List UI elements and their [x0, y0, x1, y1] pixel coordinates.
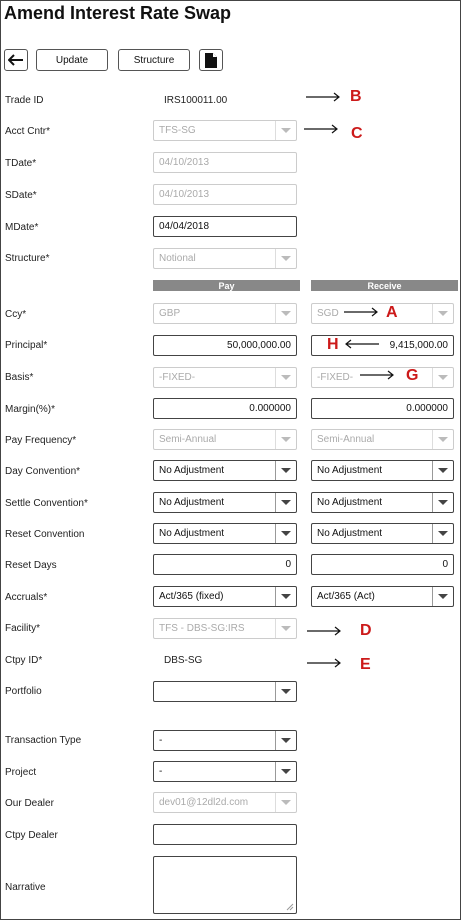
pay-principal-field[interactable] — [153, 335, 297, 356]
receive-ccy-value: SGD — [317, 308, 339, 319]
sdate-label: SDate* — [5, 190, 37, 201]
chevron-down-icon — [275, 493, 296, 512]
arrow-a-icon — [344, 307, 380, 317]
receive-principal-value: 9,415,000.00 — [389, 340, 448, 351]
day-convention-label: Day Convention* — [5, 466, 81, 477]
update-button[interactable]: Update — [36, 49, 108, 71]
chevron-down-icon — [275, 249, 296, 268]
pay-reset-convention-select[interactable] — [153, 523, 297, 544]
narrative-textarea[interactable] — [153, 856, 297, 914]
receive-day-convention-value: No Adjustment — [317, 465, 383, 476]
pay-margin-value: 0.000000 — [249, 403, 291, 414]
pay-ccy-value: GBP — [159, 308, 181, 319]
receive-reset-convention-value: No Adjustment — [317, 528, 383, 539]
document-button[interactable] — [199, 49, 223, 71]
our-dealer-label: Our Dealer — [5, 798, 54, 809]
facility-select[interactable] — [153, 618, 297, 639]
annotation-c: C — [351, 125, 363, 142]
our-dealer-value: dev01@12dl2d.com — [159, 797, 249, 808]
facility-value: TFS - DBS-SG:IRS — [159, 623, 245, 634]
chevron-down-icon — [275, 461, 296, 480]
structure-label: Structure* — [5, 253, 50, 264]
receive-margin-value: 0.000000 — [406, 403, 448, 414]
margin-label: Margin(%)* — [5, 404, 56, 415]
receive-accruals-value: Act/365 (Act) — [317, 591, 375, 602]
pay-settle-convention-select[interactable] — [153, 492, 297, 513]
reset-convention-label: Reset Convention — [5, 529, 85, 540]
ctpy-id-value: DBS-SG — [164, 655, 203, 666]
annotation-a: A — [386, 304, 398, 321]
project-select[interactable] — [153, 761, 297, 782]
arrow-d-icon — [307, 626, 343, 636]
tdate-label: TDate* — [5, 158, 37, 169]
principal-label: Principal* — [5, 340, 48, 351]
ccy-label: Ccy* — [5, 309, 27, 320]
tdate-value: 04/10/2013 — [159, 157, 210, 168]
chevron-down-icon — [275, 121, 296, 140]
transaction-type-value: - — [159, 735, 163, 746]
acct-cntr-value: TFS-SG — [159, 125, 196, 136]
chevron-down-icon — [432, 430, 453, 449]
receive-frequency-value: Semi-Annual — [317, 434, 375, 445]
structure-button[interactable]: Structure — [118, 49, 190, 71]
back-button[interactable] — [4, 49, 28, 71]
receive-margin-field[interactable] — [311, 398, 454, 419]
transaction-type-label: Transaction Type — [5, 735, 82, 746]
pay-reset-days-value: 0 — [285, 559, 291, 570]
pay-day-convention-value: No Adjustment — [159, 465, 225, 476]
tdate-field[interactable] — [153, 152, 297, 173]
page-title: Amend Interest Rate Swap — [4, 3, 232, 23]
receive-ccy-select[interactable] — [311, 303, 454, 324]
ctpy-dealer-label: Ctpy Dealer — [5, 830, 58, 841]
facility-label: Facility* — [5, 623, 41, 634]
document-icon — [205, 53, 217, 68]
receive-frequency-select[interactable] — [311, 429, 454, 450]
chevron-down-icon — [275, 304, 296, 323]
arrow-c-icon — [304, 124, 340, 134]
chevron-down-icon — [432, 304, 453, 323]
receive-column-header: Receive — [311, 280, 458, 291]
mdate-label: MDate* — [5, 222, 39, 233]
arrow-g-icon — [360, 370, 396, 380]
chevron-down-icon — [275, 762, 296, 781]
ctpy-dealer-field[interactable] — [153, 824, 297, 845]
pay-basis-value: -FIXED- — [159, 372, 196, 383]
chevron-down-icon — [275, 524, 296, 543]
annotation-g: G — [406, 367, 419, 384]
back-arrow-icon — [8, 54, 24, 66]
receive-settle-convention-select[interactable] — [311, 492, 454, 513]
chevron-down-icon — [275, 731, 296, 750]
annotation-h: H — [327, 336, 339, 353]
chevron-down-icon — [275, 619, 296, 638]
pay-margin-field[interactable] — [153, 398, 297, 419]
receive-reset-days-field[interactable] — [311, 554, 454, 575]
trade-id-value: IRS100011.00 — [164, 95, 228, 106]
trade-id-label: Trade ID — [5, 95, 44, 106]
project-label: Project — [5, 767, 37, 778]
chevron-down-icon — [432, 493, 453, 512]
annotation-e: E — [360, 656, 371, 673]
arrow-h-icon — [343, 339, 379, 349]
our-dealer-select[interactable] — [153, 792, 297, 813]
annotation-d: D — [360, 622, 372, 639]
transaction-type-select[interactable] — [153, 730, 297, 751]
ctpy-id-label: Ctpy ID* — [5, 655, 43, 666]
pay-basis-select[interactable] — [153, 367, 297, 388]
pay-column-header: Pay — [153, 280, 300, 291]
arrow-e-icon — [307, 658, 343, 668]
accruals-label: Accruals* — [5, 592, 48, 603]
pay-accruals-value: Act/365 (fixed) — [159, 591, 224, 602]
pay-reset-convention-value: No Adjustment — [159, 528, 225, 539]
settle-convention-label: Settle Convention* — [5, 498, 88, 509]
pay-principal-value: 50,000,000.00 — [227, 340, 291, 351]
pay-frequency-label: Pay Frequency* — [5, 435, 77, 446]
pay-frequency-value: Semi-Annual — [159, 434, 217, 445]
chevron-down-icon — [432, 524, 453, 543]
structure-value: Notional — [159, 253, 196, 264]
chevron-down-icon — [275, 430, 296, 449]
pay-settle-convention-value: No Adjustment — [159, 497, 225, 508]
pay-frequency-select[interactable] — [153, 429, 297, 450]
mdate-value: 04/04/2018 — [159, 221, 210, 232]
basis-label: Basis* — [5, 372, 34, 383]
pay-day-convention-select[interactable] — [153, 460, 297, 481]
project-value: - — [159, 766, 163, 777]
mdate-field[interactable] — [153, 216, 297, 237]
sdate-value: 04/10/2013 — [159, 189, 210, 200]
acct-cntr-label: Acct Cntr* — [5, 126, 51, 137]
acct-cntr-select[interactable] — [153, 120, 297, 141]
receive-reset-convention-select[interactable] — [311, 523, 454, 544]
sdate-field[interactable] — [153, 184, 297, 205]
chevron-down-icon — [275, 793, 296, 812]
narrative-label: Narrative — [5, 882, 46, 893]
reset-days-label: Reset Days — [5, 560, 57, 571]
pay-accruals-select[interactable] — [153, 586, 297, 607]
chevron-down-icon — [275, 587, 296, 606]
receive-settle-convention-value: No Adjustment — [317, 497, 383, 508]
chevron-down-icon — [432, 368, 453, 387]
chevron-down-icon — [432, 461, 453, 480]
resize-grip-icon[interactable] — [286, 903, 294, 911]
arrow-b-icon — [306, 91, 342, 101]
chevron-down-icon — [432, 587, 453, 606]
chevron-down-icon — [275, 368, 296, 387]
receive-day-convention-select[interactable] — [311, 460, 454, 481]
pay-reset-days-field[interactable] — [153, 554, 297, 575]
receive-accruals-select[interactable] — [311, 586, 454, 607]
portfolio-select[interactable] — [153, 681, 297, 702]
pay-ccy-select[interactable] — [153, 303, 297, 324]
receive-basis-value: -FIXED- — [317, 372, 354, 383]
receive-reset-days-value: 0 — [442, 559, 448, 570]
structure-select[interactable] — [153, 248, 297, 269]
portfolio-label: Portfolio — [5, 686, 42, 697]
annotation-b: B — [350, 88, 362, 105]
chevron-down-icon — [275, 682, 296, 701]
